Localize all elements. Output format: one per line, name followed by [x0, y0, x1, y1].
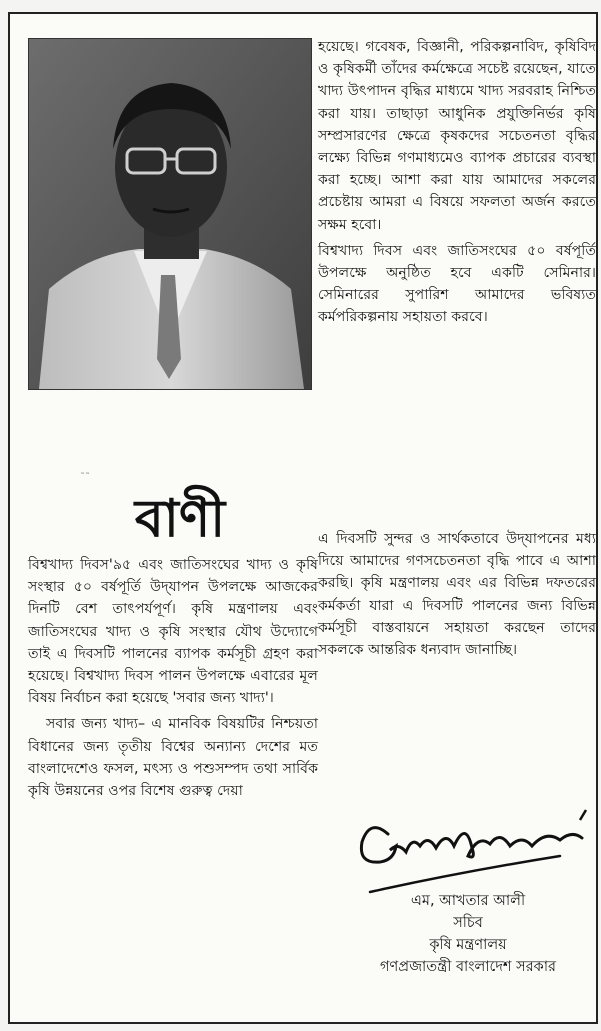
portrait-image [29, 39, 311, 389]
portrait-photo [28, 38, 312, 390]
paragraph: এ দিবসটি সুন্দর ও সার্থকতাবে উদ্‌যাপনের মধ্য দিয়ে আমাদের গণসচেতনতা বৃদ্ধি পাবে এ আশা করছি। কৃষি মন্ত্রণালয় এবং এর বিভিন্ন দফতরের কর্মকর্তা যারা এ দিবসটি পালনের জন্য বিভিন্ন কর্মসূচী বাস্তবায়নে সহায়তা করছেন তাদের সকলকে আন্তরিক ধন্যবাদ জানাচ্ছি। [318, 531, 596, 659]
paragraph: বিশ্বখাদ্য দিবস এবং জাতিসংঘের ৫০ বর্ষপূর্তি উপলক্ষে অনুষ্ঠিত হবে একটি সেমিনার। সেমিনারের সুপারিশ আমাদের ভবিষ্যত কর্মপরিকল্পনায় সহায়তা করবে। [318, 242, 596, 326]
right-column-middle [318, 528, 596, 661]
headline: বাণী [134, 489, 226, 549]
signature-block [340, 790, 596, 1012]
signatory-government: গণপ্রজাতন্ত্রী বাংলাদেশ সরকার [379, 959, 556, 975]
right-column-top [318, 36, 596, 329]
signatory-title: সচিব [453, 915, 483, 931]
signatory-details [340, 890, 596, 978]
handwritten-signature [350, 790, 598, 900]
paragraph: হয়েছে। গবেষক, বিজ্ঞানী, পরিকল্পনাবিদ, কৃষিবিদ ও কৃষিকর্মী তাঁদের কর্মক্ষেত্রে সচেষ্ট রয়েছেন, যাতে খাদ্য উৎপাদন বৃদ্ধির মাধ্যমে খাদ্য সরবরাহ নিশ্চিত করা যায়। তাছাড়া আধুনিক প্রযুক্তিনির্ভর কৃষি সম্প্রসারণের ক্ষেত্রে কৃষকদের সচেতনতা বৃদ্ধির লক্ষ্যে বিভিন্ন গণমাধ্যমেও ব্যাপক প্রচারের ব্যবস্থা করা হচ্ছে। আশা করা যায় আমাদের সকলের প্রচেষ্টায় আমরা এ বিষয়ে সফলতা অর্জন করতে সক্ষম হবো। [318, 39, 596, 233]
paragraph: বিশ্বখাদ্য দিবস'৯৫ এবং জাতিসংঘের খাদ্য ও কৃষি সংস্থার ৫০ বর্ষপূর্তি উদ্‌যাপন উপলক্ষে আজকের দিনটি বেশ তাৎপর্যপূর্ণ। কৃষি মন্ত্রণালয় এবং জাতিসংঘের খাদ্য ও কৃষি সংস্থার যৌথ উদ্যোগে তাই এ দিবসটি পালনের ব্যাপক কর্মসূচী গ্রহণ করা হয়েছে। বিশ্বখাদ্য দিবস পালন উপলক্ষে এবারের মূল বিষয় নির্বাচন করা হয়েছে 'সবার জন্য খাদ্য'। [28, 557, 318, 707]
paragraph: সবার জন্য খাদ্য– এ মানবিক বিষয়টির নিশ্চয়তা বিধানের জন্য তৃতীয় বিশ্বের অন্যান্য দেশের মত বাংলাদেশেও ফসল, মৎস্য ও পশুসম্পদ তথা সার্বিক কৃষি উন্নয়নের ওপর বিশেষ গুরুত্ব দেয়া [28, 716, 318, 800]
signatory-name: এম, আখতার আলী [410, 893, 526, 909]
print-mark: ˜˜ [80, 472, 90, 483]
left-column [28, 554, 318, 802]
newspaper-page [8, 12, 598, 1024]
signatory-ministry: কৃষি মন্ত্রণালয় [429, 937, 507, 953]
